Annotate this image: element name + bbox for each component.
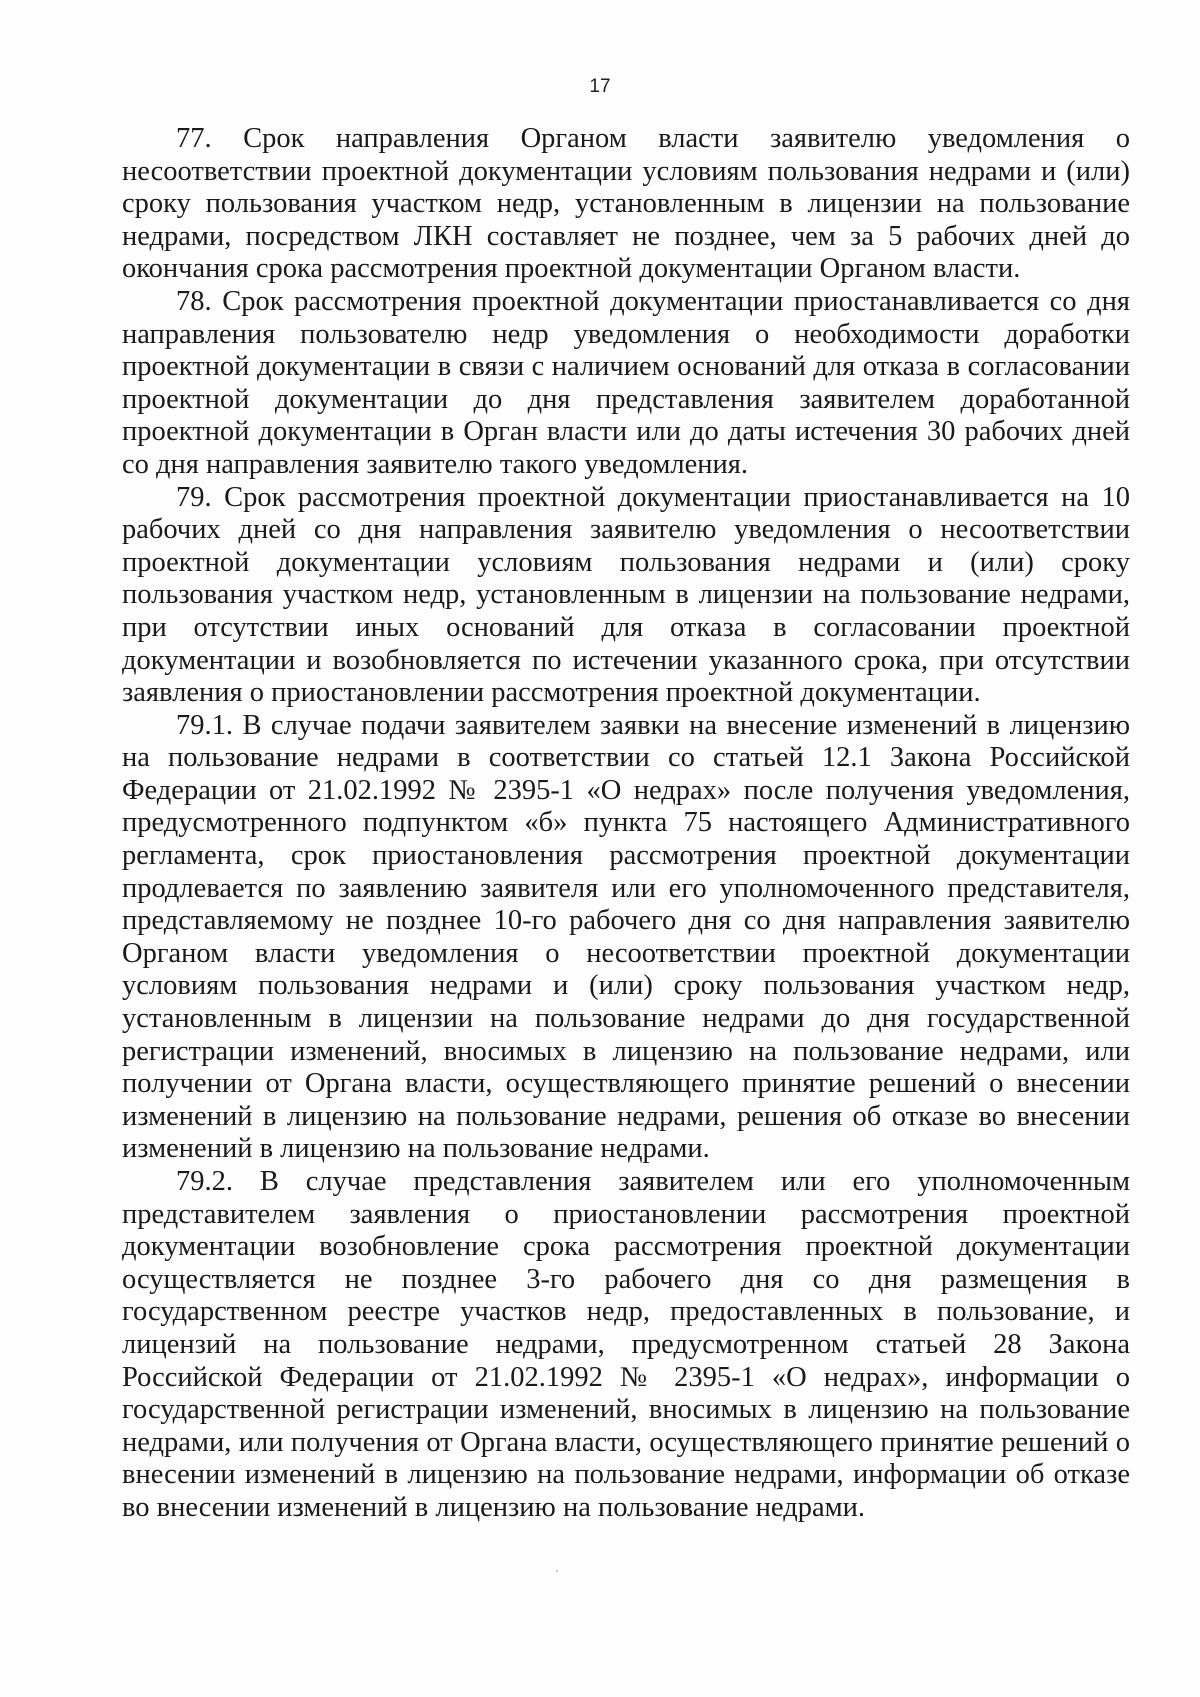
paragraph-79-2: 79.2. В случае представления заявителем или его уполномоченным представителем заявления о приостановлении рассмотрения проектной документации возобновление срока рассмотрения проектной документации осуществляется не позднее 3-го рабочего дня со дня размещения в государственном реестре участков недр, предоставленных в пользование, и лицензий на пользование недрами, предусмотренном статьей 28 Закона Российской Федерации от 21.02.1992 № 2395-1 «О недрах», информации о государственной регистрации изменений, вносимых в лицензию на пользование недрами, или получения от Органа власти, осуществляющего принятие решений о внесении изменений в лицензию на пользование недрами, информации об отказе во внесении изменений в лицензию на пользование недрами. xyxy=(122,1166,1130,1523)
paragraph-79-1: 79.1. В случае подачи заявителем заявки на внесение изменений в лицензию на пользование недрами в соответствии со статьей 12.1 Закона Российской Федерации от 21.02.1992 № 2395-1 «О недрах» после получения уведомления, предусмотренного подпунктом «б» пункта 75 настоящего Административного регламента, срок приостановления рассмотрения проектной документации продлевается по заявлению заявителя или его уполномоченного представителя, представляемому не позднее 10-го рабочего дня со дня направления заявителю Органом власти уведомления о несоответствии проектной документации условиям пользования недрами и (или) сроку пользования участком недр, установленным в лицензии на пользование недрами до дня государственной регистрации изменений, вносимых в лицензию на пользование недрами, или получении от Органа власти, осуществляющего принятие решений о внесении изменений в лицензию на пользование недрами, решения об отказе во внесении изменений в лицензию на пользование недрами. xyxy=(122,709,1130,1165)
page-number: 17 xyxy=(589,76,611,97)
paragraph-79: 79. Срок рассмотрения проектной документации приостанавливается на 10 рабочих дней со дня направления заявителю уведомления о несоответствии проектной документации условиям пользования недрами и (или) сроку пользования участком недр, установленным в лицензии на пользование недрами, при отсутствии иных оснований для отказа в согласовании проектной документации и возобновляется по истечении указанного срока, при отсутствии заявления о приостановлении рассмотрения проектной документации. xyxy=(122,481,1130,709)
paragraph-77: 77. Срок направления Органом власти заявителю уведомления о несоответствии проектной документации условиям пользования недрами и (или) сроку пользования участком недр, установленным в лицензии на пользование недрами, посредством ЛКН составляет не позднее, чем за 5 рабочих дней до окончания срока рассмотрения проектной документации Органом власти. xyxy=(122,123,1130,285)
document-body xyxy=(122,123,1130,1525)
paragraph-78: 78. Срок рассмотрения проектной документации приостанавливается со дня направления пользователю недр уведомления о необходимости доработки проектной документации в связи с наличием оснований для отказа в согласовании проектной документации до дня представления заявителем доработанной проектной документации в Орган власти или до даты истечения 30 рабочих дней со дня направления заявителю такого уведомления. xyxy=(122,285,1130,480)
scan-artifact-dot xyxy=(556,1570,558,1572)
